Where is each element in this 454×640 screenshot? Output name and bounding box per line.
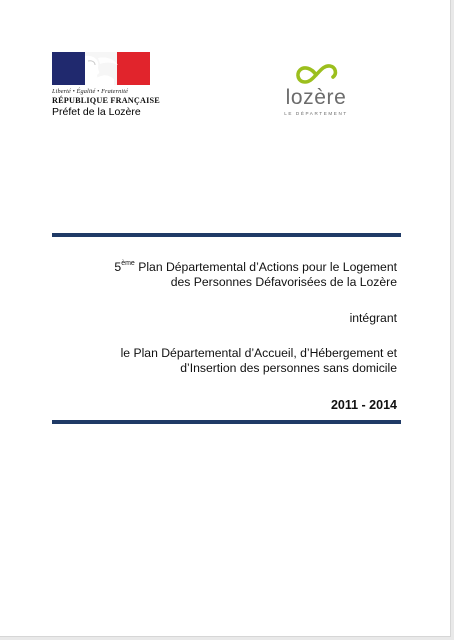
title-line-4: d’Insertion des personnes sans domicile	[180, 361, 397, 375]
lozere-subtitle: LE DÉPARTEMENT	[284, 111, 348, 116]
republique-francaise-logo	[52, 52, 160, 105]
republic-motto: Liberté • Égalité • Fraternité	[52, 88, 128, 95]
bottom-divider	[52, 420, 401, 424]
republique-francaise-label: RÉPUBLIQUE FRANÇAISE	[52, 96, 160, 105]
title-line-1-rest: Plan Départemental d’Actions pour le Logement	[134, 260, 397, 274]
title-line-3: le Plan Départemental d’Accueil, d’Hébergement et	[120, 346, 397, 360]
marianne-profile-icon	[52, 52, 150, 85]
ordinal-number: 5	[114, 260, 122, 274]
integrant-label: intégrant	[349, 311, 397, 325]
lozere-infinity-icon	[293, 62, 339, 86]
prefet-label: Préfet de la Lozère	[52, 106, 141, 118]
ordinal-suffix: ème	[121, 260, 135, 267]
lozere-wordmark: lozère	[285, 86, 347, 109]
tricolor-flag-emblem	[52, 52, 150, 85]
lozere-departement-logo	[274, 62, 358, 116]
document-title	[57, 256, 397, 376]
plan-years: 2011 - 2014	[330, 398, 397, 412]
title-line-2: des Personnes Défavorisées de la Lozère	[170, 275, 397, 289]
top-divider	[52, 233, 401, 237]
title-line-1	[57, 256, 397, 275]
